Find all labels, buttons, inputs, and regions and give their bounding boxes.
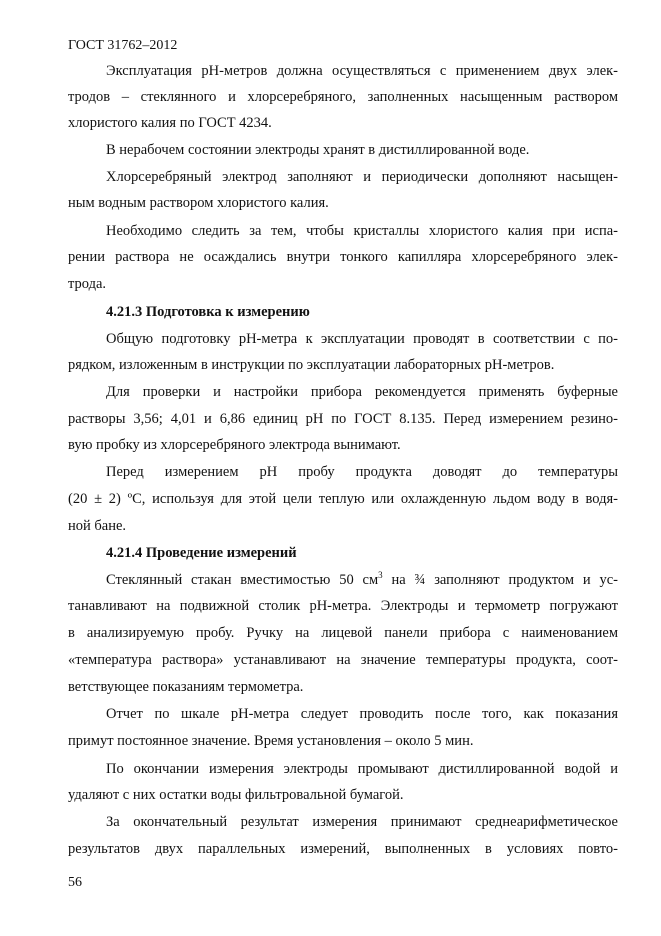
text-line: Эксплуатация рН-метров должна осуществляться с применением двух элек- bbox=[106, 63, 618, 79]
text-line: Необходимо следить за тем, чтобы кристаллы хлористого калия при испа- bbox=[106, 223, 618, 239]
text-line: тродов – стеклянного и хлорсеребряного, заполненных насыщенным раствором bbox=[68, 89, 618, 105]
text-line: ной бане. bbox=[68, 518, 127, 534]
text-line: вую пробку из хлорсеребряного электрода вынимают. bbox=[68, 437, 401, 453]
text-line: (20 ± 2) ºС, используя для этой цели теплую или охлажденную льдом воду в водя- bbox=[68, 491, 618, 507]
page-number: 56 bbox=[68, 875, 82, 890]
text-line: в анализируемую пробу. Ручку на лицевой панели прибора с наименованием bbox=[68, 625, 618, 641]
text-line: Хлорсеребряный электрод заполняют и периодически дополняют насыщен- bbox=[106, 169, 618, 185]
text-line: результатов двух параллельных измерений, выполненных в условиях повто- bbox=[68, 841, 618, 857]
section-heading: 4.21.3 Подготовка к измерению bbox=[106, 304, 310, 320]
text-line: ветствующее показаниям термометра. bbox=[68, 679, 304, 695]
text-line: В нерабочем состоянии электроды хранят в дистиллированной воде. bbox=[106, 142, 530, 158]
text-line: За окончательный результат измерения принимают среднеарифметическое bbox=[106, 814, 618, 830]
text-line: растворы 3,56; 4,01 и 6,86 единиц рН по ГОСТ 8.135. Перед измерением резино- bbox=[68, 411, 618, 427]
text-line: Отчет по шкале рН-метра следует проводить после того, как показания bbox=[106, 706, 618, 722]
text-line: Перед измерением рН пробу продукта доводят до температуры bbox=[106, 464, 618, 480]
text-line: «температура раствора» устанавливают на значение температуры продукта, соот- bbox=[68, 652, 618, 668]
text-line: трода. bbox=[68, 276, 107, 292]
text-line: По окончании измерения электроды промывают дистиллированной водой и bbox=[106, 761, 618, 777]
text-segment: на ¾ заполняют продуктом и ус- bbox=[382, 572, 618, 588]
text-line: танавливают на подвижной столик рН-метра. Электроды и термометр погружают bbox=[68, 598, 618, 614]
text-line: ным водным раствором хлористого калия. bbox=[68, 195, 329, 211]
text-segment: Стеклянный стакан вместимостью 50 см bbox=[106, 572, 379, 588]
text-line bbox=[106, 571, 618, 589]
text-line: примут постоянное значение. Время установления – около 5 мин. bbox=[68, 733, 474, 749]
text-line: Для проверки и настройки прибора рекомендуется применять буферные bbox=[106, 384, 618, 400]
text-line: рядком, изложенным в инструкции по эксплуатации лабораторных рН-метров. bbox=[68, 357, 555, 373]
section-heading: 4.21.4 Проведение измерений bbox=[106, 545, 297, 561]
text-line: Общую подготовку рН-метра к эксплуатации проводят в соответствии с по- bbox=[106, 331, 618, 347]
text-line: рении раствора не осаждались внутри тонкого капилляра хлорсеребряного элек- bbox=[68, 249, 618, 265]
text-line: удаляют с них остатки воды фильтровальной бумагой. bbox=[68, 787, 404, 803]
superscript: 3 bbox=[378, 570, 383, 580]
text-line: хлористого калия по ГОСТ 4234. bbox=[68, 115, 272, 131]
document-header: ГОСТ 31762–2012 bbox=[68, 38, 178, 53]
